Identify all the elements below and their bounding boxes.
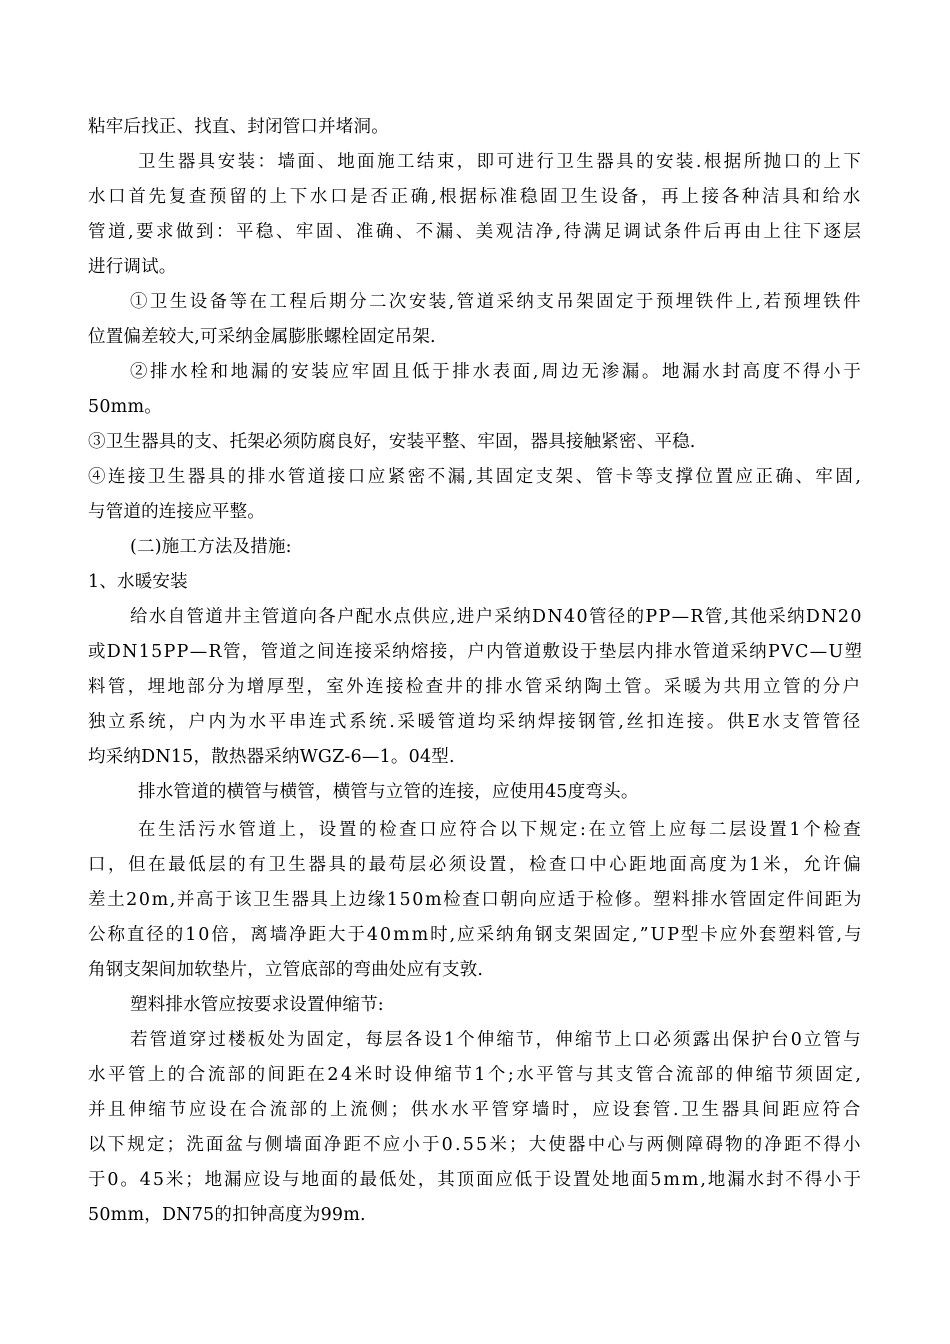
text-line: 卫生器具安装：墙面、地面施工结束，即可进行卫生器具的安装.根据所抛口的上下 (138, 152, 864, 172)
text-line: 若管道穿过楼板处为固定，每层各设1个伸缩节，伸缩节上口必须露出保护台0立管与 (130, 1030, 863, 1050)
text-line: 或DN15PP—R管，管道之间连接采纳熔接，户内管道敷设于垫层内排水管道采纳PVC—U塑 (88, 642, 864, 662)
text-line: 差土20m,并高于该卫生器具上边缘150m检查口朝向应适于检修。塑料排水管固定件间距为 (88, 890, 863, 910)
text-line: 于0。45米；地漏应设与地面的最低处，其顶面应低于设置处地面5mm,地漏水封不得小于 (88, 1170, 863, 1190)
text-line: 位置偏差较大,可采纳金属膨胀螺栓固定吊架. (88, 327, 436, 347)
text-line: ②排水栓和地漏的安装应牢固且低于排水表面,周边无渗漏。地漏水封高度不得小于 (130, 362, 864, 382)
text-line: 均采纳DN15，散热器采纳WGZ-6—1。04型. (88, 747, 455, 767)
text-line: ③卫生器具的支、托架必须防腐良好，安装平整、牢固，器具接触紧密、平稳. (88, 432, 696, 452)
text-line: ④连接卫生器具的排水管道接口应紧密不漏,其固定支架、管卡等支撑位置应正确、牢固, (88, 467, 864, 487)
text-line: 料管，埋地部分为增厚型，室外连接检查井的排水管采纳陶土管。采暖为共用立管的分户 (88, 677, 863, 697)
text-line: 水口首先复查预留的上下水口是否正确,根据标准稳固卫生设备，再上接各种洁具和给水 (88, 187, 863, 207)
text-line: 公称直径的10倍，离墙净距大于40mm时,应采纳角钢支架固定,”UP型卡应外套塑料管,与 (88, 925, 864, 945)
text-line: 独立系统，户内为水平串连式系统.采暖管道均采纳焊接钢管,丝扣连接。供E水支管管径 (88, 712, 863, 732)
text-line: 角钢支架间加软垫片，立管底部的弯曲处应有支敦. (88, 960, 484, 980)
text-line: 给水自管道井主管道向各户配水点供应,进户采纳DN40管径的PP—R管,其他采纳DN20 (130, 607, 863, 627)
text-line: 进行调试。 (88, 257, 177, 277)
text-line: 50mm，DN75的扣钟高度为99m. (88, 1205, 366, 1225)
text-line: 水平管上的合流部的间距在24米时设伸缩节1个;水平管与其支管合流部的伸缩节须固定, (88, 1065, 864, 1085)
text-line: 口，但在最低层的有卫生器具的最苟层必须设置，检查口中心距地面高度为1米，允许偏 (88, 855, 864, 875)
text-line: 以下规定；洗面盆与侧墙面净距不应小于0.55米；大使器中心与两侧障碍物的净距不得小 (88, 1135, 863, 1155)
text-line: (二)施工方法及措施: (130, 537, 292, 557)
text-line: 塑料排水管应按要求设置伸缩节: (130, 995, 384, 1015)
text-line: 并且伸缩节应设在合流部的上流侧；供水水平管穿墙时，应设套管.卫生器具间距应符合 (88, 1100, 863, 1120)
text-line: 与管道的连接应平整。 (88, 502, 265, 522)
text-line: 排水管道的横管与横管，横管与立管的连接，应使用45度弯头。 (138, 782, 639, 802)
text-line: 在生活污水管道上，设置的检查口应符合以下规定:在立管上应每二层设置1个检查 (138, 820, 864, 840)
text-line: 1、水暖安装 (88, 572, 188, 592)
text-line: 50mm。 (88, 397, 162, 417)
text-line: 粘牢后找正、找直、封闭管口并堵洞。 (88, 117, 389, 137)
text-line: 管道,要求做到：平稳、牢固、准确、不漏、美观洁净,待满足调试条件后再由上往下逐层 (88, 222, 864, 242)
text-line: ①卫生设备等在工程后期分二次安装,管道采纳支吊架固定于预埋铁件上,若预埋铁件 (130, 292, 863, 312)
